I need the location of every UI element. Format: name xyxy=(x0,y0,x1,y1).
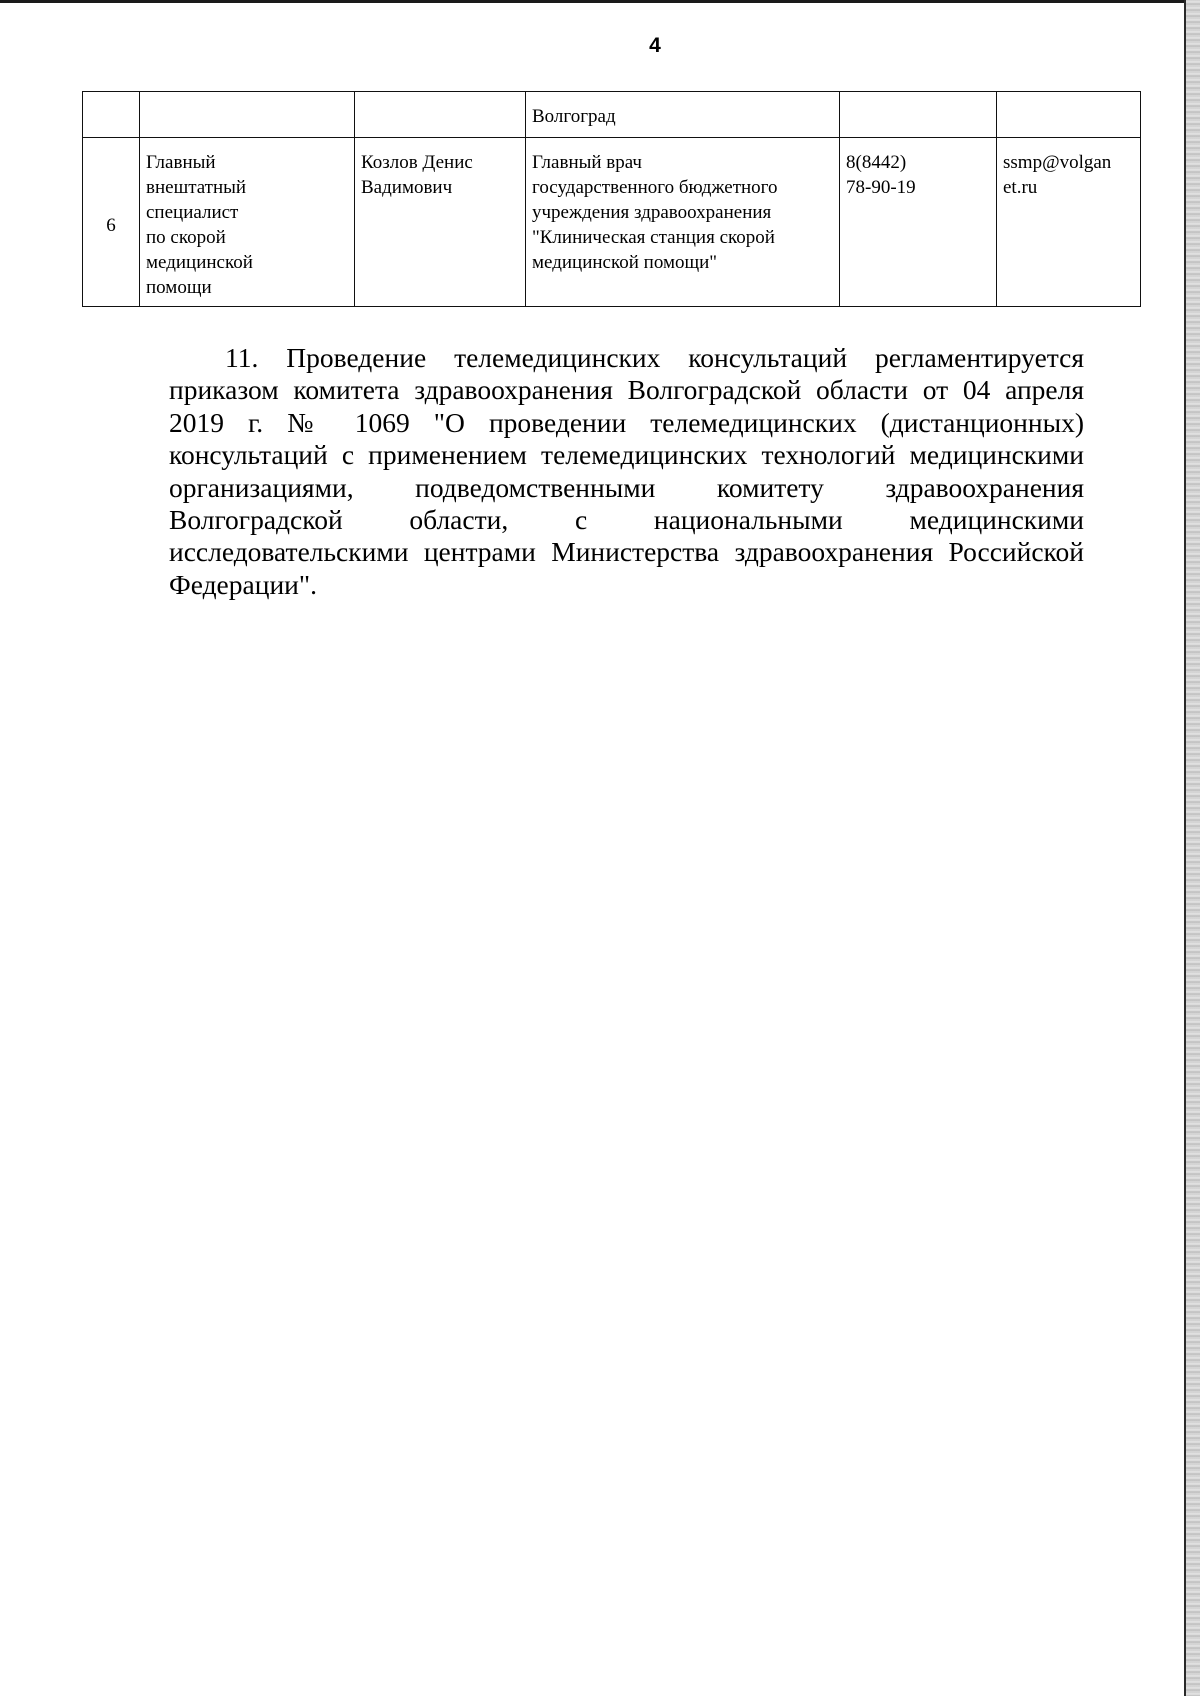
scan-right-edge xyxy=(1186,0,1200,1696)
scan-top-edge xyxy=(0,0,1200,3)
table-row xyxy=(83,92,1141,138)
table-row xyxy=(83,138,1141,307)
specialists-table xyxy=(82,91,1141,307)
table-cell-position: Главный внештатный специалист по скорой медицинской помощи xyxy=(140,138,355,307)
table-cell-name: Козлов Денис Вадимович xyxy=(355,138,526,307)
table-cell-email: ssmp@volgan et.ru xyxy=(997,138,1141,307)
table-cell-position xyxy=(140,92,355,138)
table-cell-email xyxy=(997,92,1141,138)
table-cell-phone xyxy=(840,92,997,138)
table-cell-num xyxy=(83,138,140,307)
table-cell-workplace: Волгоград xyxy=(526,92,840,138)
table-cell-workplace: Главный врач государственного бюджетного учреждения здравоохранения "Клиническая станция скорой медицинской помощи" xyxy=(526,138,840,307)
table-cell-phone: 8(8442) 78-90-19 xyxy=(840,138,997,307)
table-cell-num xyxy=(83,92,140,138)
row-number: 6 xyxy=(106,214,116,236)
paragraph-11: 11. Проведение телемедицинских консультаций регламентируется приказом комитета здравоохранения Волгоградской области от 04 апреля 2019 г. № 1069 "О проведении телемедицинских (дистанционных) консультаций с применением телемедицинских технологий медицинскими организациями, подведомственными комитету здравоохранения Волгоградской области, с национальными медицинскими исследовательскими центрами Министерства здравоохранения Российской Федерации". xyxy=(169,342,1084,600)
table-cell-name xyxy=(355,92,526,138)
page-number: 4 xyxy=(649,34,661,57)
